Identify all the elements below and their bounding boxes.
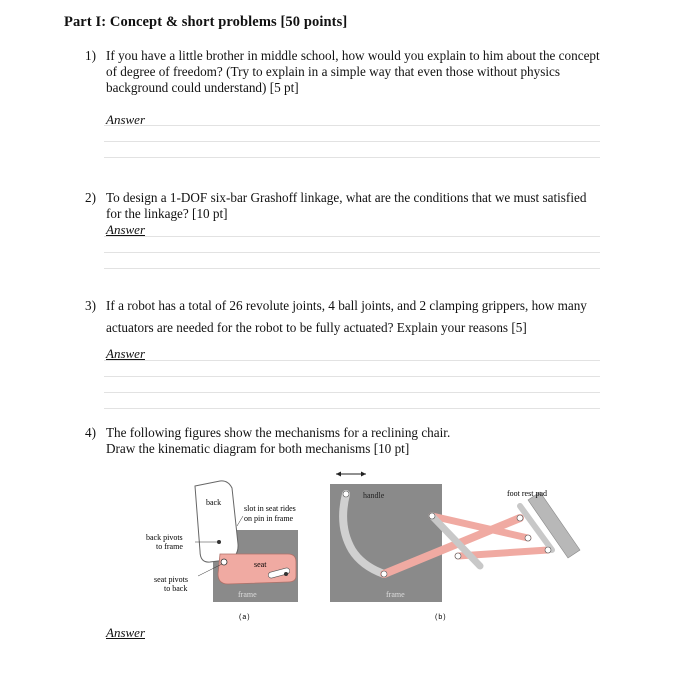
answer-line <box>104 236 600 237</box>
handle-joint <box>343 491 349 497</box>
label-frame-b: frame <box>386 590 405 599</box>
answer-line <box>104 408 600 409</box>
answer-line <box>104 125 600 126</box>
leader-line <box>237 516 243 526</box>
joint <box>525 535 531 541</box>
joint <box>381 571 387 577</box>
question-3-line-2: actuators are needed for the robot to be fully actuated? Explain your reasons [5] <box>106 320 527 335</box>
page-title: Part I: Concept & short problems [50 points] <box>64 14 348 30</box>
question-2-text <box>106 190 586 222</box>
question-4-line-2: Draw the kinematic diagram for both mechanisms [10 pt] <box>106 441 410 456</box>
question-3-answer-label: Answer <box>106 346 145 361</box>
question-2-answer-label: Answer <box>106 222 145 237</box>
label-seat-pivots-2: to back <box>164 584 188 593</box>
caption-b: (b) <box>435 614 447 621</box>
answer-line <box>104 141 600 142</box>
label-foot-rest: foot rest pad <box>507 489 547 498</box>
question-4-text <box>106 425 450 457</box>
question-4-number: 4) <box>85 425 96 440</box>
back-link <box>195 481 238 562</box>
label-handle: handle <box>363 491 385 500</box>
question-3-line-1: If a robot has a total of 26 revolute joints, 4 ball joints, and 2 clamping grippers, how many <box>106 298 587 313</box>
label-seat: seat <box>254 560 267 569</box>
answer-line <box>104 376 600 377</box>
joint <box>455 553 461 559</box>
answer-line <box>104 392 600 393</box>
label-slot-1: slot in seat rides <box>244 504 296 513</box>
question-4-answer-label: Answer <box>106 625 145 640</box>
slot-pin <box>284 572 288 576</box>
caption-a: (a) <box>239 614 251 621</box>
question-1-line-3: background could understand) [5 pt] <box>106 80 299 95</box>
answer-line <box>104 252 600 253</box>
joint <box>545 547 551 553</box>
answer-line <box>104 268 600 269</box>
joint <box>517 515 523 521</box>
question-1-text <box>106 48 600 96</box>
question-1-answer-label: Answer <box>106 112 145 127</box>
reclining-chair-figure <box>140 466 590 626</box>
label-slot-2: on pin in frame <box>244 514 294 523</box>
arrow-head-left <box>336 472 341 477</box>
label-seat-pivots-1: seat pivots <box>154 575 188 584</box>
question-2-number: 2) <box>85 190 96 205</box>
arrow-head-right <box>361 472 366 477</box>
label-back-pivots-1: back pivots <box>146 533 183 542</box>
question-2-line-2: for the linkage? [10 pt] <box>106 206 228 221</box>
question-4-line-1: The following figures show the mechanisms for a reclining chair. <box>106 425 451 440</box>
label-frame-a: frame <box>238 590 257 599</box>
question-1-line-1: If you have a little brother in middle school, how would you explain to him about the concept <box>106 48 600 63</box>
mechanism-b <box>330 472 580 622</box>
question-1-line-2: of degree of freedom? (Try to explain in a simple way that even those without physics <box>106 64 561 79</box>
answer-line <box>104 157 600 158</box>
label-back: back <box>206 498 222 507</box>
mechanism-a <box>146 481 298 621</box>
question-3-text <box>106 298 587 336</box>
question-3-number: 3) <box>85 298 96 313</box>
question-1-number: 1) <box>85 48 96 63</box>
question-2-line-1: To design a 1-DOF six-bar Grashoff linkage, what are the conditions that we must satisfied <box>106 190 587 205</box>
answer-line <box>104 360 600 361</box>
label-back-pivots-2: to frame <box>156 542 183 551</box>
joint <box>429 513 435 519</box>
